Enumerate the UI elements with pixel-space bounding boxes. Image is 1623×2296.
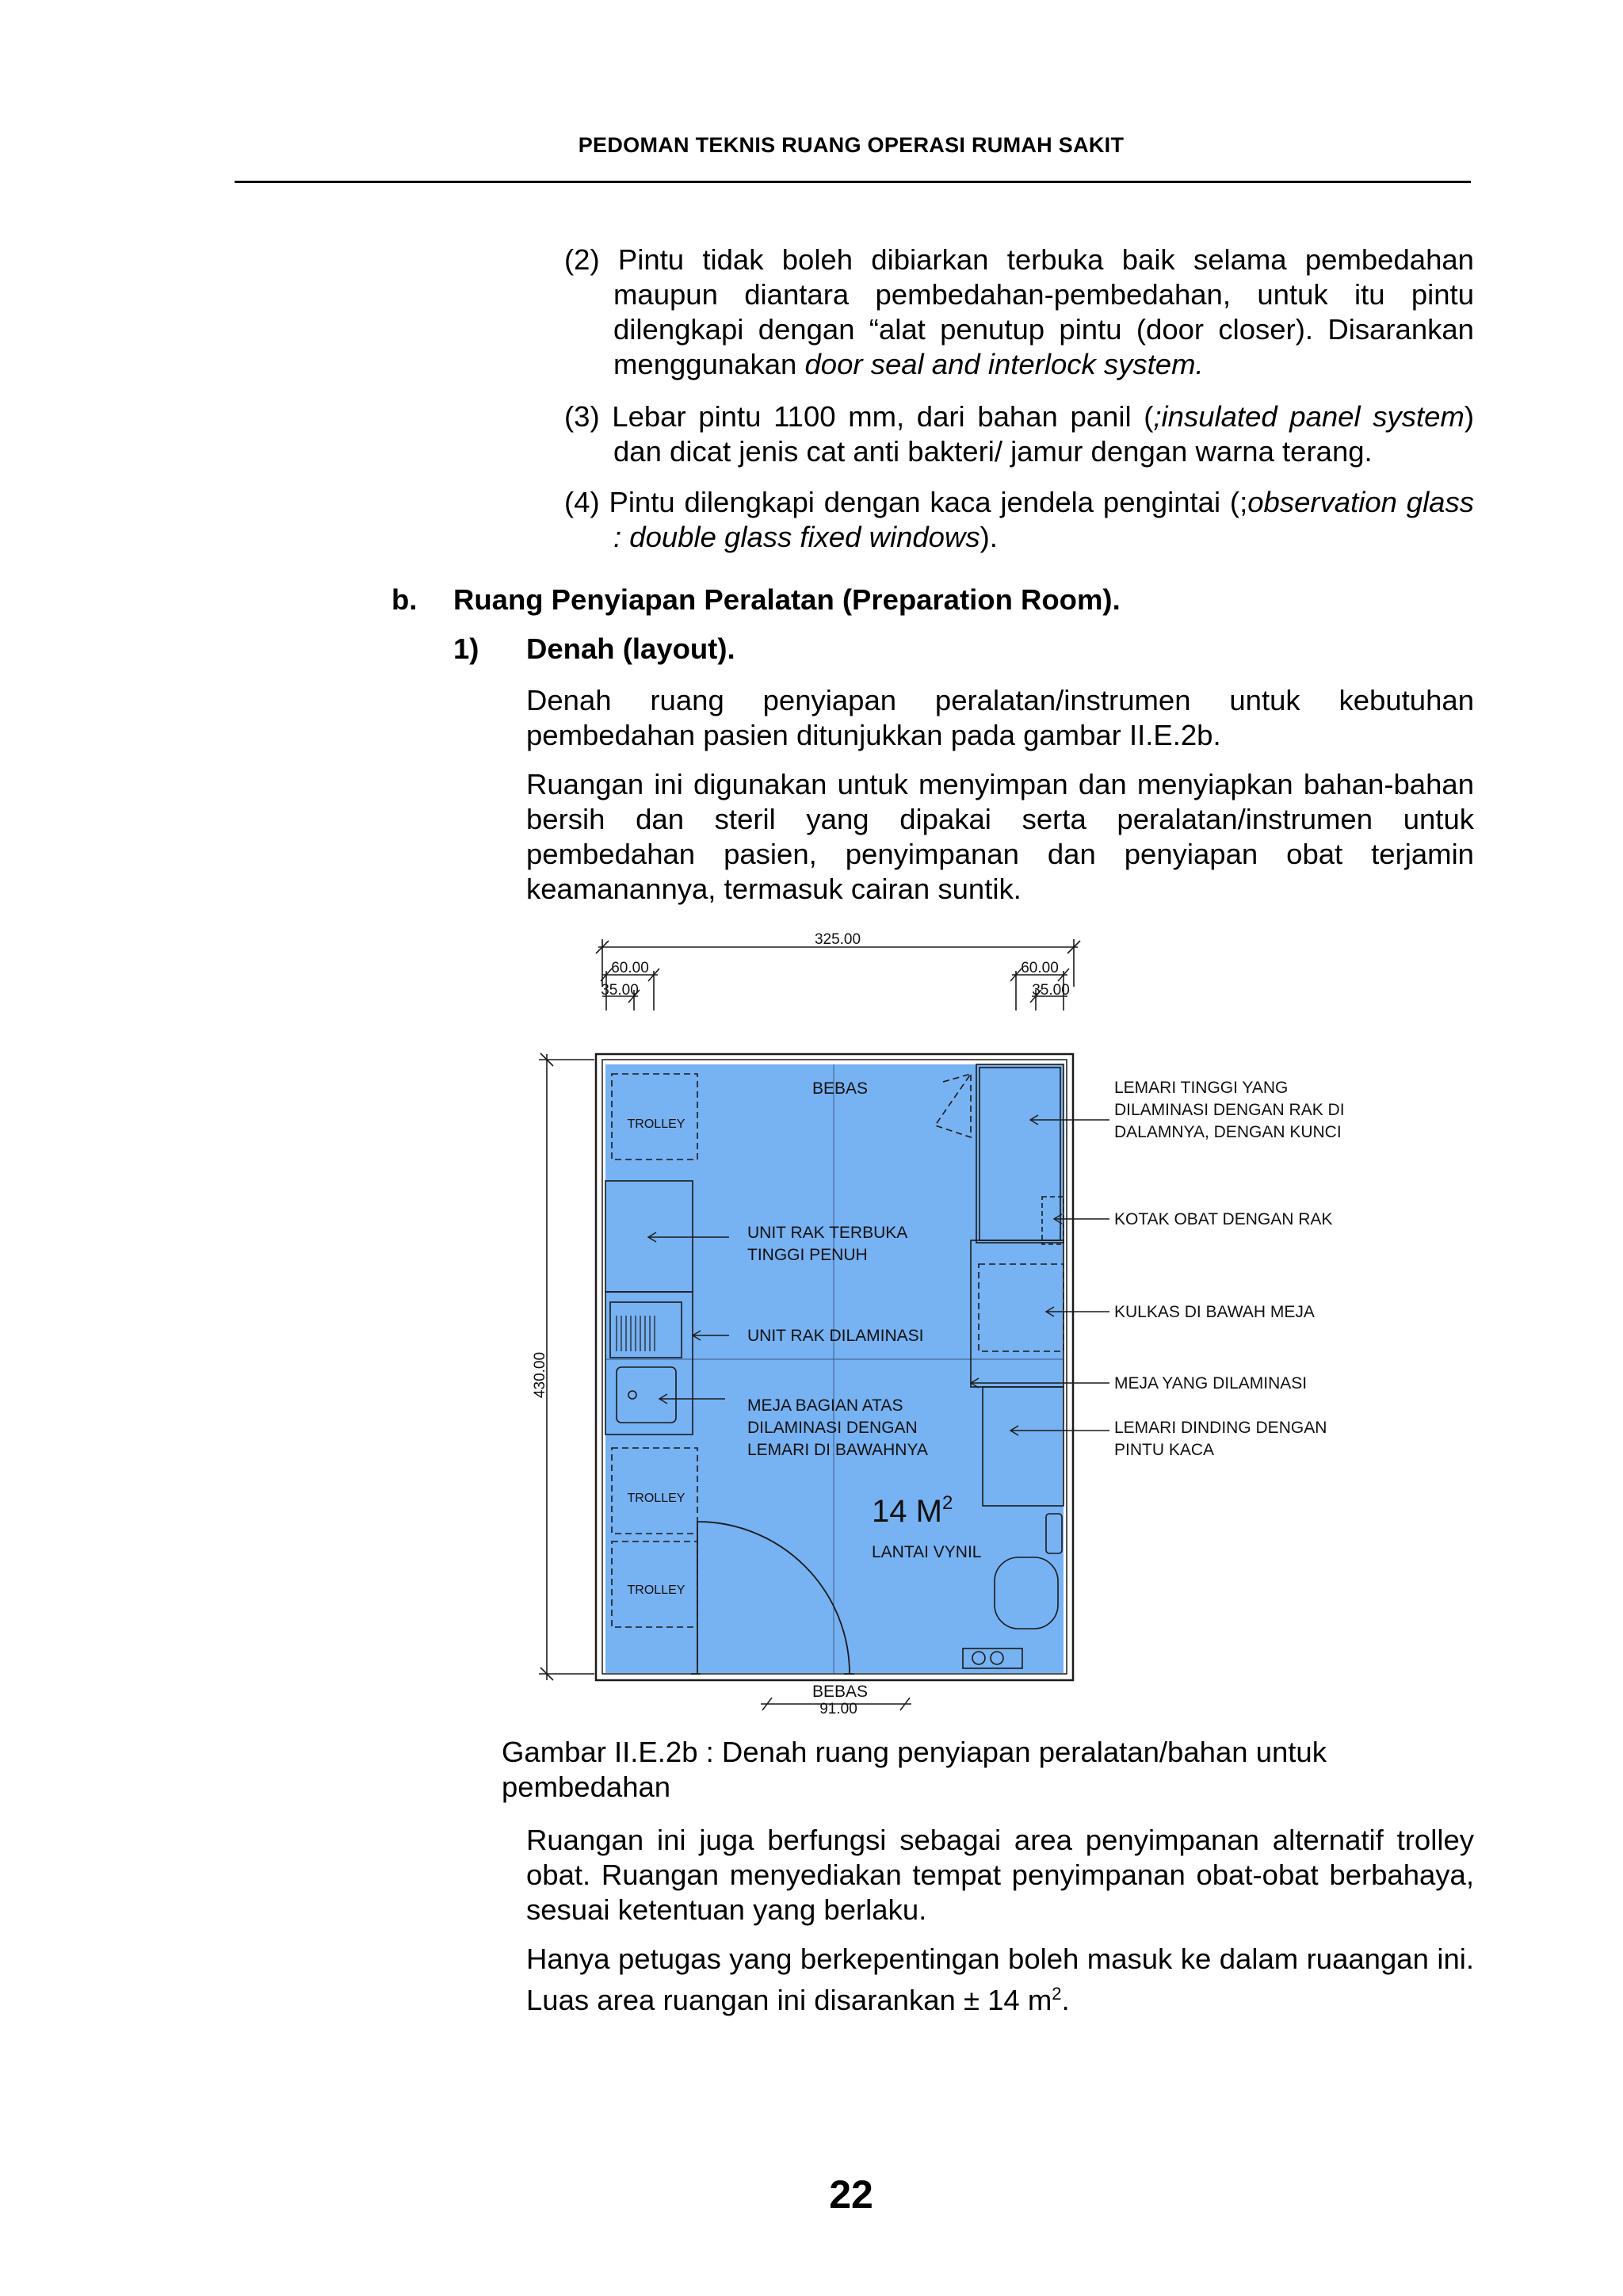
paragraph-room-purpose: Ruangan ini digunakan untuk menyimpan dan menyiapkan bahan-bahan bersih dan steril yang dipakai serta peralatan/instrumen untuk pembedahan pasien, penyimpanan dan penyiapan obat terjamin keamanannya, termasuk cairan suntik. [526, 768, 1474, 905]
item-text: Pintu dilengkapi dengan kaca jendela pengintai (; [609, 486, 1248, 518]
paragraph-access: Hanya petugas yang berkepentingan boleh masuk ke dalam ruaangan ini. Luas area ruangan ini disarankan ± 14 $m^2$. [526, 1943, 1474, 2017]
item-number: (3) [564, 400, 600, 433]
label-bebas-bottom: BEBAS [812, 1683, 869, 1701]
page-number: 22 [829, 2172, 873, 2217]
trolley-label-2: TROLLEY [627, 1492, 685, 1505]
list-item-4 [564, 485, 1474, 555]
label-lantai: LANTAI VYNIL [872, 1543, 982, 1561]
label-lemari-dinding-1: LEMARI DINDING DENGAN [1114, 1419, 1327, 1437]
item-text-italic: observation glass : double glass fixed windows [613, 486, 1474, 553]
list-item-3 [564, 399, 1474, 469]
dim-height: 430.00 [532, 1351, 548, 1399]
trolley-label-1: TROLLEY [627, 1117, 685, 1131]
label-unit-rak-2: TINGGI PENUH [747, 1246, 868, 1264]
dim-left-35: 35.00 [601, 982, 639, 999]
floor-plan-drawing [523, 923, 1347, 1720]
superscript: 2 [1052, 1984, 1062, 2004]
paragraph-trolley-storage: Ruangan ini juga berfungsi sebagai area penyimpanan alternatif trolley obat. Ruangan menyediakan tempat penyimpanan obat-obat berbahaya, sesuai ketentuan yang berlaku. [526, 1824, 1474, 1926]
label-meja-1: MEJA BAGIAN ATAS [747, 1396, 903, 1415]
label-lemari-dinding-2: PINTU KACA [1114, 1441, 1215, 1459]
paragraph-layout-intro: Denah ruang penyiapan peralatan/instrumen untuk kebutuhan pembedahan pasien ditunjukkan pada gambar II.E.2b. [526, 684, 1474, 751]
item-text-tail: ). [980, 521, 998, 553]
item-number: (2) [564, 243, 600, 276]
section-letter: b. [391, 583, 418, 616]
label-lemari-tinggi-2: DILAMINASI DENGAN RAK DI [1114, 1101, 1345, 1119]
list-item-2 [564, 243, 1474, 382]
header-rule [235, 181, 1471, 183]
dim-door: 91.00 [819, 1701, 857, 1717]
page-header: PEDOMAN TEKNIS RUANG OPERASI RUMAH SAKIT [578, 133, 1125, 157]
label-meja-laminasi: MEJA YANG DILAMINASI [1114, 1374, 1308, 1392]
dim-total-width: 325.00 [814, 931, 861, 948]
section-title: Ruang Penyiapan Peralatan (Preparation Room). [453, 583, 1121, 616]
label-unit-rak-laminasi: UNIT RAK DILAMINASI [747, 1327, 924, 1345]
item-number: (4) [564, 486, 600, 518]
label-meja-2: DILAMINASI DENGAN [747, 1419, 918, 1437]
label-lemari-tinggi-1: LEMARI TINGGI YANG [1114, 1079, 1289, 1097]
item-text-italic: door seal and interlock system. [804, 348, 1204, 380]
subsection-number: 1) [453, 632, 479, 665]
label-bebas-top: BEBAS [812, 1079, 869, 1098]
label-kotak-obat: KOTAK OBAT DENGAN RAK [1114, 1210, 1333, 1228]
figure-caption: Gambar II.E.2b : Denah ruang penyiapan peralatan/bahan untuk pembedahan [502, 1736, 1327, 1803]
item-text-italic: ;insulated panel system [1153, 400, 1465, 433]
label-kulkas: KULKAS DI BAWAH MEJA [1114, 1303, 1315, 1321]
item-text: Pintu tidak boleh dibiarkan terbuka baik selama pembedahan maupun diantara pembedahan-pembedahan, untuk itu pintu dilengkapi dengan “alat penutup pintu (door closer). Disarankan menggunakan [613, 243, 1474, 380]
dim-right-60: 60.00 [1021, 960, 1059, 976]
dim-right-35: 35.00 [1032, 982, 1070, 999]
item-text-tail: ) dan dicat jenis cat anti bakteri/ jamur dengan warna terang. [613, 400, 1474, 468]
dim-left-60: 60.00 [611, 960, 649, 976]
label-unit-rak-1: UNIT RAK TERBUKA [747, 1224, 908, 1242]
floor-plan-figure [523, 923, 1347, 1720]
label-lemari-tinggi-3: DALAMNYA, DENGAN KUNCI [1114, 1123, 1342, 1141]
trolley-label-3: TROLLEY [627, 1584, 685, 1597]
top-dimensions [596, 939, 1080, 1010]
label-meja-3: LEMARI DI BAWAHNYA [747, 1441, 928, 1459]
label-area: 14 $M^2$ [872, 1492, 953, 1529]
item-text: Lebar pintu 1100 mm, dari bahan panil ( [612, 400, 1154, 433]
subsection-title: Denah (layout). [526, 632, 735, 665]
